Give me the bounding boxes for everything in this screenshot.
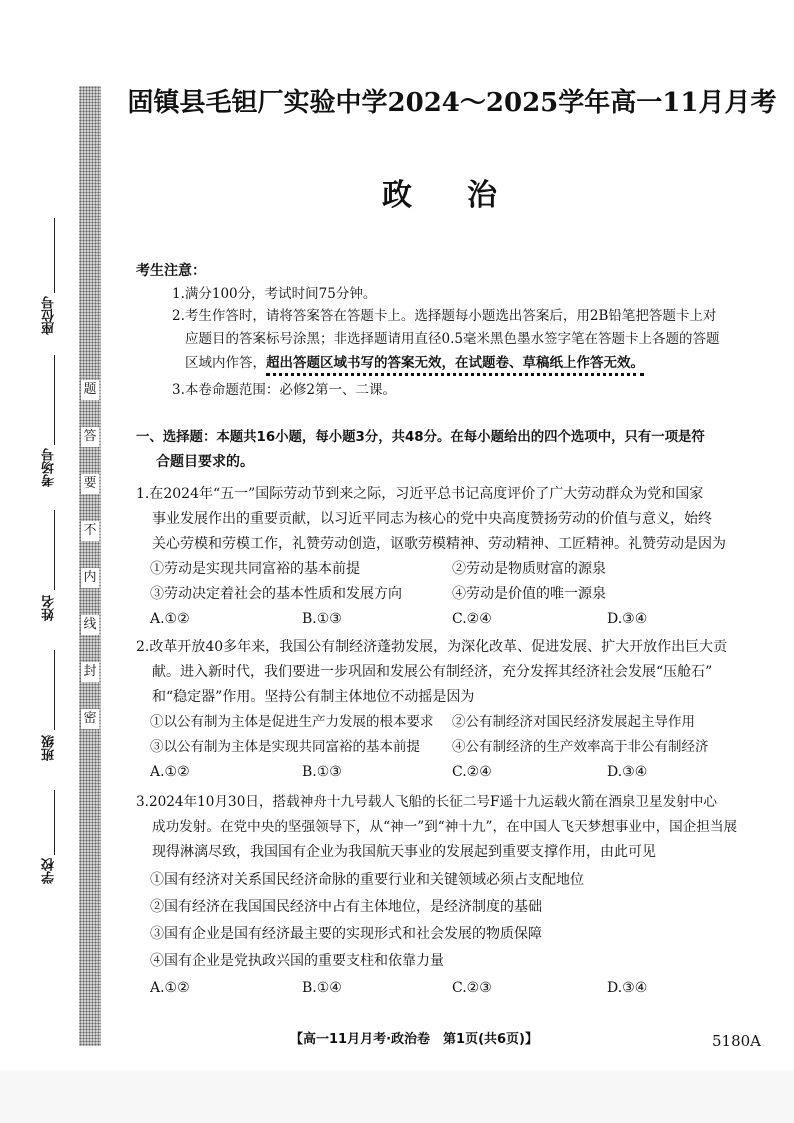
question-2-line: 和“稳定器”作用。坚持公有制主体地位不动摇是因为 (152, 689, 475, 705)
question-3-line: 3.2024年10月30日，搭载神舟十九号载人飞船的长征二号F遥十九运载火箭在酒泉卫星发射中心 (136, 794, 717, 810)
choice-c[interactable]: C.②④ (452, 611, 492, 627)
school-line (54, 790, 55, 855)
exam-room-label: 考场号 (42, 448, 57, 487)
name-line (54, 510, 55, 590)
question-2-line: 2.改革开放40多年来，我国公有制经济蓬勃发展，为深化改革、促进发展、扩大开放作出巨大贡 (136, 639, 728, 655)
choice-b[interactable]: B.①③ (302, 764, 342, 780)
statement: ②国有经济在我国国民经济中占有主体地位，是经济制度的基础 (150, 899, 542, 915)
seal-char: 要 (81, 474, 99, 494)
seal-char: 不 (81, 521, 99, 541)
choice-c[interactable]: C.②③ (452, 980, 492, 996)
choice-a[interactable]: A.①② (150, 611, 190, 627)
notice-item: 1.满分100分，考试时间75分钟。 (172, 286, 377, 302)
section-heading (136, 426, 776, 474)
exam-title: 固镇县毛钽厂实验中学2024～2025学年高一11月月考 (127, 88, 777, 118)
seal-char: 线 (81, 615, 99, 635)
notice-item: 2.考生作答时，请将答案答在答题卡上。选择题每小题选出答案后，用2B铅笔把答题卡上对 (172, 308, 717, 324)
statement: ②劳动是物质财富的源泉 (452, 561, 606, 577)
seal-char: 密 (81, 709, 99, 729)
choice-b[interactable]: B.①④ (302, 980, 342, 996)
statement: ④劳动是价值的唯一源泉 (452, 586, 606, 602)
seal-char: 答 (81, 427, 99, 447)
class-line (54, 650, 55, 730)
statement: ④公有制经济的生产效率高于非公有制经济 (452, 739, 709, 755)
seal-char: 封 (81, 662, 99, 682)
school-label: 学校 (42, 858, 57, 884)
section-heading-line: 一、选择题：本题共16小题，每小题3分，共48分。在每小题给出的四个选项中，只有一项是符 (136, 430, 705, 445)
statement: ③劳动决定着社会的基本性质和发展方向 (150, 586, 402, 602)
page-gap (0, 1070, 794, 1123)
statement: ①劳动是实现共同富裕的基本前提 (150, 561, 360, 577)
question-1-line: 1.在2024年“五一”国际劳动节到来之际，习近平总书记高度评价了广大劳动群众为党和国家 (136, 486, 704, 502)
seal-char: 题 (81, 380, 99, 400)
notice-title: 考生注意： (136, 263, 206, 279)
question-3-line: 现得淋漓尽致，我国国有企业为我国航天事业的发展起到重要支撑作用，由此可见 (152, 844, 656, 860)
question-1-line: 关心劳模和劳模工作，礼赞劳动创造，讴歌劳模精神、劳动精神、工匠精神。礼赞劳动是因为 (152, 536, 726, 552)
choice-d[interactable]: D.③④ (607, 764, 648, 780)
page-footer: 【高一11月月考·政治卷 第1页(共6页)】 (290, 1032, 539, 1047)
question-3-line: 成功发射。在党中央的坚强领导下，从“神一”到“神十九”，在中国人飞天梦想事业中，国企担当展 (152, 819, 738, 835)
notice-item: 应题目的答案标号涂黑；非选择题请用直径0.5毫米黑色墨水签字笔在答题卡上各题的答题 (185, 331, 720, 347)
statement: ③以公有制为主体是实现共同富裕的基本前提 (150, 739, 420, 755)
section-heading-line: 合题目要求的。 (156, 454, 254, 470)
seal-char: 内 (81, 568, 99, 588)
exam-room-line (54, 355, 55, 445)
statement: ①国有经济对关系国民经济命脉的重要行业和关键领域必须占支配地位 (150, 872, 584, 888)
name-label: 姓名 (42, 595, 57, 621)
statement: ④国有企业是党执政兴国的重要支柱和依靠力量 (150, 953, 444, 969)
choice-a[interactable]: A.①② (150, 980, 190, 996)
class-label: 班级 (42, 735, 57, 761)
subject-title: 政治 (382, 178, 552, 213)
binding-strip (79, 86, 101, 1046)
notice-item: 3.本卷命题范围：必修2第一、二课。 (172, 382, 396, 398)
choice-a[interactable]: A.①② (150, 764, 190, 780)
question-1-line: 事业发展作出的重要贡献，以习近平同志为核心的党中央高度赞扬劳动的价值与意义，始终 (152, 511, 712, 527)
notice-item (185, 353, 644, 373)
notice-emphasis: 超出答题区域书写的答案无效，在试题卷、草稿纸上作答无效。 (266, 355, 644, 376)
choice-d[interactable]: D.③④ (607, 980, 648, 996)
seat-number-line (54, 218, 55, 293)
question-2-line: 献。进入新时代，我们要进一步巩固和发展公有制经济，充分发挥其经济社会发展“压舱石” (152, 664, 713, 680)
statement: ②公有制经济对国民经济发展起主导作用 (452, 714, 695, 730)
choice-b[interactable]: B.①③ (302, 611, 342, 627)
statement: ①以公有制为主体是促进生产力发展的根本要求 (150, 714, 434, 730)
choice-d[interactable]: D.③④ (607, 611, 648, 627)
seat-number-label: 座位号 (42, 296, 57, 335)
notice-text: 区域内作答， (185, 355, 266, 371)
choice-c[interactable]: C.②④ (452, 764, 492, 780)
statement: ③国有企业是国有经济最主要的实现形式和社会发展的物质保障 (150, 926, 542, 942)
paper-code: 5180A (712, 1032, 762, 1050)
